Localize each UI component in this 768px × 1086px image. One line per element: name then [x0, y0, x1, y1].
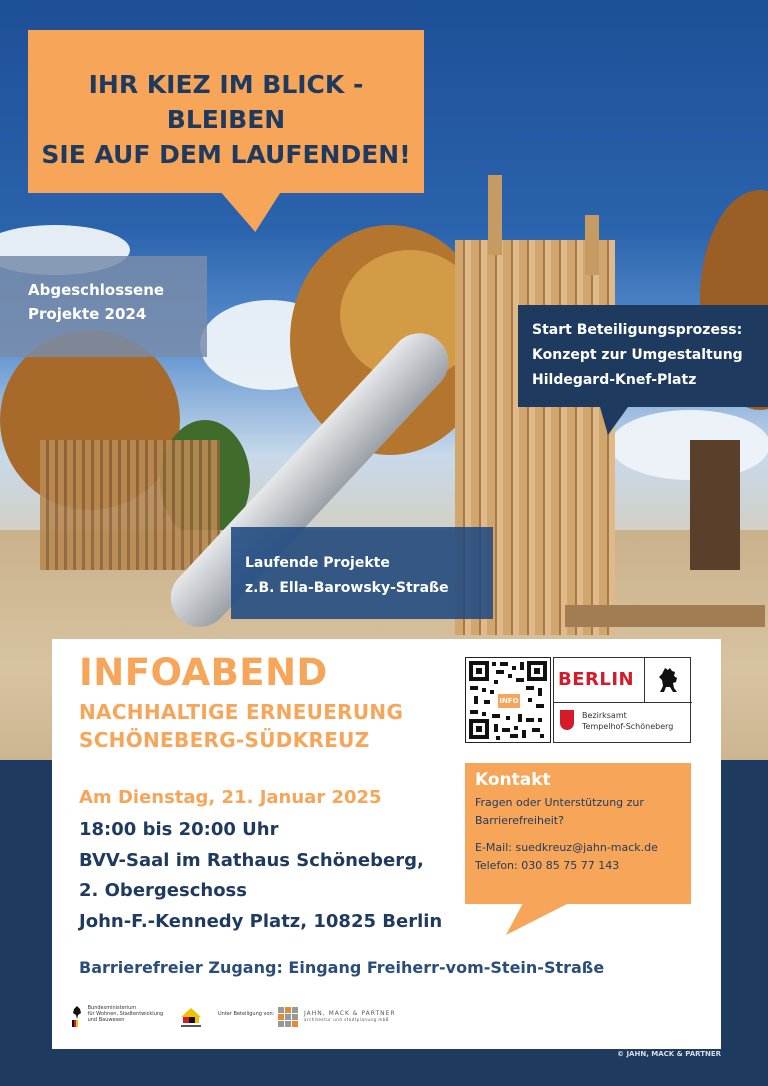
jmp-mark-icon [276, 1005, 300, 1031]
headline-line: SIE AUF DEM LAUFENDEN! [41, 140, 411, 169]
subtitle-line: SCHÖNEBERG-SÜDKREUZ [79, 728, 370, 752]
event-subtitle [79, 698, 403, 754]
participation-label: Unter Beteiligung von: [218, 1011, 275, 1017]
contact-phone[interactable]: Telefon: 030 85 75 77 143 [475, 859, 620, 872]
berlin-district-logo [553, 657, 691, 743]
event-details [79, 815, 442, 937]
house-icon [177, 1005, 205, 1031]
eagle-icon [72, 1005, 82, 1027]
qr-finder [527, 661, 547, 681]
label-line: Hildegard-Knef-Platz [532, 372, 697, 388]
sponsor-logos [72, 1005, 712, 1039]
divider [554, 702, 692, 703]
ministry-line: Bundesministerium [87, 1005, 137, 1011]
district-line: Bezirksamt [582, 711, 627, 720]
qr-info-label: INFO [498, 694, 520, 708]
label-line: Abgeschlossene [28, 281, 165, 299]
district-line: Tempelhof-Schöneberg [582, 722, 674, 731]
wooden-gate [690, 440, 740, 570]
wooden-post [488, 175, 502, 255]
jmp-name [304, 1011, 396, 1023]
ongoing-projects-label [231, 527, 493, 619]
ministry-line: und Bauwesen [87, 1017, 125, 1023]
info-card [52, 639, 721, 1049]
wooden-log [565, 605, 765, 627]
event-address: John-F.-Kennedy Platz, 10825 Berlin [79, 910, 443, 932]
contact-question: Fragen oder Unterstützung zur Barrierefreiheit? [475, 796, 644, 827]
qr-code[interactable] [465, 657, 551, 743]
event-title: INFOABEND [79, 651, 328, 694]
district-crest-icon [560, 710, 574, 730]
label-line: Konzept zur Umgestaltung [532, 347, 743, 363]
participation-speech-bubble [518, 305, 768, 407]
headline-speech-bubble [28, 30, 424, 193]
headline [28, 67, 424, 172]
copyright-notice: © JAHN, MACK & PARTNER [617, 1050, 721, 1058]
contact-speech-bubble [465, 763, 691, 904]
bubble-tail [600, 407, 628, 435]
ministry-logo [72, 1005, 163, 1027]
subtitle-line: NACHHALTIGE ERNEUERUNG [79, 700, 404, 724]
wooden-climbing-frame [40, 440, 220, 570]
ministry-name [88, 1005, 164, 1023]
label-line: Laufende Projekte [245, 555, 390, 571]
partner-name: JAHN, MACK & PARTNER [304, 1010, 396, 1017]
headline-line: IHR KIEZ IM BLICK - BLEIBEN [88, 70, 364, 134]
event-date: Am Dienstag, 21. Januar 2025 [79, 787, 382, 808]
urban-development-logo [177, 1005, 205, 1033]
qr-finder [469, 661, 489, 681]
berlin-bear-icon [657, 666, 681, 701]
partner-subtitle: architektur und stadtplanung mbB [304, 1017, 390, 1022]
completed-projects-label [0, 256, 207, 357]
contact-email[interactable]: E-Mail: suedkreuz@jahn-mack.de [475, 841, 658, 854]
contact-details [475, 839, 658, 875]
cloud [610, 410, 768, 480]
event-time: 18:00 bis 20:00 Uhr [79, 819, 279, 840]
jmp-logo [276, 1005, 300, 1033]
accessibility-note: Barrierefreier Zugang: Eingang Freiherr-vom-Stein-Straße [79, 958, 605, 977]
label-line: z.B. Ella-Barowsky-Straße [245, 580, 449, 596]
ministry-line: für Wohnen, Stadtentwicklung [87, 1011, 164, 1017]
event-venue: BVV-Saal im Rathaus Schöneberg, [79, 849, 424, 871]
wooden-post [585, 215, 599, 275]
contact-title: Kontakt [475, 770, 551, 790]
label-line: Projekte 2024 [28, 305, 147, 323]
divider [644, 658, 645, 702]
district-office-name [582, 710, 673, 732]
event-floor: 2. Obergeschoss [79, 880, 247, 901]
qr-finder [469, 719, 489, 739]
berlin-wordmark: BERLIN [558, 669, 635, 690]
label-line: Start Beteiligungsprozess: [532, 322, 743, 338]
bubble-tail [506, 903, 569, 935]
